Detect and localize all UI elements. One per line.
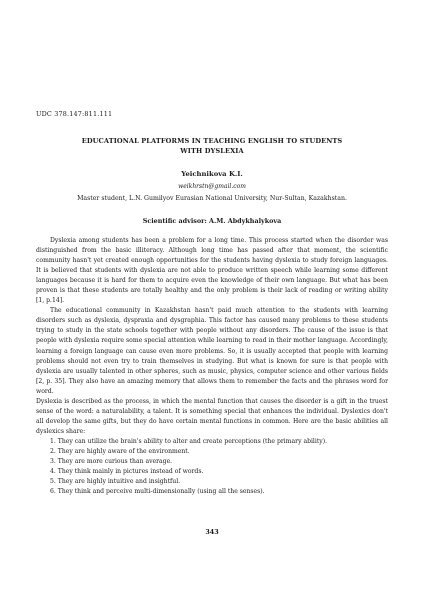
abilities-list: [36, 437, 388, 497]
list-item: 1. They can utilize the brain's ability to alter and create perceptions (the primary ability).: [50, 437, 328, 445]
list-item: 3. They are more curious than average.: [50, 458, 173, 466]
author-affiliation: Master student, L.N. Gumilyov Eurasian National University, Nur-Sultan, Kazakhstan.: [77, 195, 347, 202]
page-number: 343: [205, 528, 219, 536]
list-item: 6. They think and perceive multi-dimensionally (using all the senses).: [50, 488, 265, 496]
paragraph-3: Dyslexia is described as the process, in which the mental function that causes the disorder is a gift in the truest sense of the word: a naturalability, a talent. It is something special that enhances the individual. Dyslexics don't all develop the same gifts, but they do have certain mental functions in common. Here are the basic abilities all dyslexics share:: [36, 397, 388, 435]
author-email[interactable]: weikhrstn@gmail.com: [178, 183, 246, 190]
article-body: [36, 236, 388, 497]
udc-code: UDC 378.147:811.111: [36, 110, 113, 118]
title-line-2: WITH DYSLEXIA: [180, 147, 244, 155]
paper-title: [36, 136, 388, 156]
scientific-advisor: Scientific advisor: A.M. Abdykhalykova: [142, 217, 282, 225]
title-line-1: EDUCATIONAL PLATFORMS IN TEACHING ENGLISH TO STUDENTS: [81, 137, 343, 145]
list-item: 4. They think mainly in pictures instead of words.: [50, 468, 204, 476]
list-item: 5. They are highly intuitive and insightful.: [50, 478, 181, 486]
list-item: 2. They are highly aware of the environment.: [50, 447, 190, 455]
paragraph-1: Dyslexia among students has been a problem for a long time. This process started when the disorder was distinguished from the basic illiteracy. Although long time has passed after that moment, the scientific community hasn't yet created enough opportunities for the students having dyslexia to study foreign languages. It is believed that students with dyslexia are not able to produce written speech while learning some different languages because it is hard for them to acquire even the knowledge of their own language. But what has been proven is that these students are totally healthy and the only problem is their lack of reading or writing ability [1, p.14].: [36, 237, 388, 305]
paragraph-2: The educational community in Kazakhstan hasn't paid much attention to the students with learning disorders such as dyslexia, dyspraxia and dysgraphia. This factor has caused many problems to these students trying to study in the state schools together with people without any disorders. The cause of the issue is that people with dyslexia require some special attention while learning to read in their mother language. Accordingly, learning a foreign language can cause even more problems. So, it is usually accepted that people with learning problems should not even try to train themselves in studying. But what is known for sure is that people with dyslexia are usually talented in other spheres, such as music, physics, computer science and other various fields [2, p. 35]. They also have an amazing memory that allows them to remember the facts and the phrases word for word.: [36, 307, 388, 395]
author-name: Yeichnikova K.I.: [181, 170, 243, 178]
